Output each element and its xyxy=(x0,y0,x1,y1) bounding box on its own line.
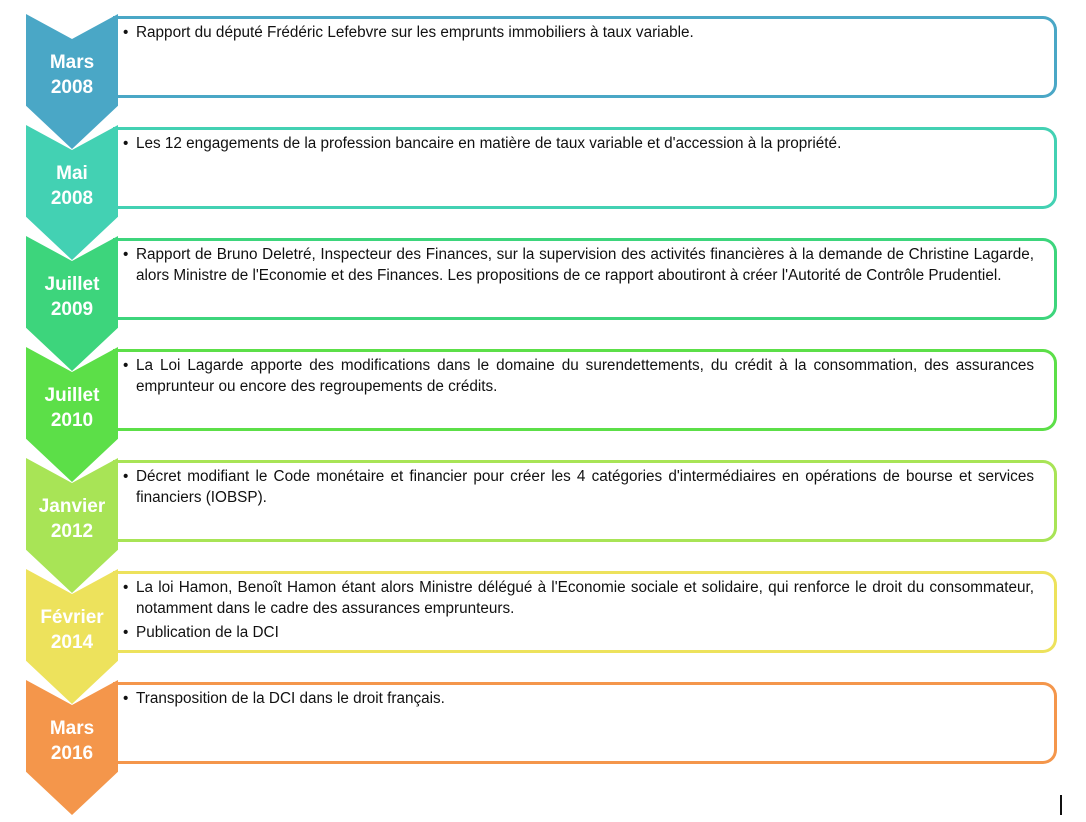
date-month: Mars xyxy=(49,718,95,739)
timeline-row xyxy=(0,680,1086,815)
date-label xyxy=(26,605,118,655)
event-box xyxy=(113,349,1057,431)
event-box xyxy=(113,127,1057,209)
event-item: • Rapport du député Frédéric Lefebvre sur les emprunts immobiliers à taux variable. xyxy=(136,23,1034,44)
date-label xyxy=(26,383,118,433)
event-box xyxy=(113,682,1057,764)
event-item: • La loi Hamon, Benoît Hamon étant alors Ministre délégué à l'Economie sociale et solidaire, qui renforce le droit du consommateur, notamment dans le cadre des assurances emprunteurs. xyxy=(136,578,1034,619)
event-item: • Publication de la DCI xyxy=(136,623,1034,644)
event-list xyxy=(113,19,1054,44)
date-label xyxy=(26,716,118,766)
event-item: • Les 12 engagements de la profession bancaire en matière de taux variable et d'accession à la propriété. xyxy=(136,134,1034,155)
date-label xyxy=(26,494,118,544)
text-cursor xyxy=(1060,795,1062,815)
date-year: 2008 xyxy=(50,188,94,209)
event-item: • Transposition de la DCI dans le droit français. xyxy=(136,689,1034,710)
event-box xyxy=(113,16,1057,98)
event-box xyxy=(113,460,1057,542)
date-year: 2009 xyxy=(50,299,94,320)
event-list xyxy=(113,463,1054,508)
date-month: Mai xyxy=(56,163,88,184)
event-list xyxy=(113,241,1054,286)
event-item: • La Loi Lagarde apporte des modifications dans le domaine du surendettements, du crédit à la consommation, des assurances emprunteur ou encore des regroupements de crédits. xyxy=(136,356,1034,397)
date-month: Janvier xyxy=(38,496,106,517)
date-year: 2012 xyxy=(50,521,94,542)
date-year: 2014 xyxy=(50,632,94,653)
date-year: 2008 xyxy=(50,77,94,98)
event-item: • Rapport de Bruno Deletré, Inspecteur des Finances, sur la supervision des activités financières à la demande de Christine Lagarde, alors Ministre de l'Economie et des Finances. Les propositions de ce rapport aboutiront à créer l'Autorité de Contrôle Prudentiel. xyxy=(136,245,1034,286)
event-list xyxy=(113,685,1054,710)
event-item: • Décret modifiant le Code monétaire et financier pour créer les 4 catégories d'intermédiaires en opérations de bourse et services financiers (IOBSP). xyxy=(136,467,1034,508)
date-label xyxy=(26,272,118,322)
event-box xyxy=(113,571,1057,653)
event-list xyxy=(113,130,1054,155)
event-list xyxy=(113,574,1054,644)
date-label xyxy=(26,50,118,100)
date-year: 2010 xyxy=(50,410,94,431)
event-list xyxy=(113,352,1054,397)
event-box xyxy=(113,238,1057,320)
date-month: Juillet xyxy=(44,274,100,295)
date-label xyxy=(26,161,118,211)
date-month: Juillet xyxy=(44,385,100,406)
date-month: Mars xyxy=(49,52,95,73)
date-month: Février xyxy=(40,607,104,628)
date-year: 2016 xyxy=(50,743,94,764)
